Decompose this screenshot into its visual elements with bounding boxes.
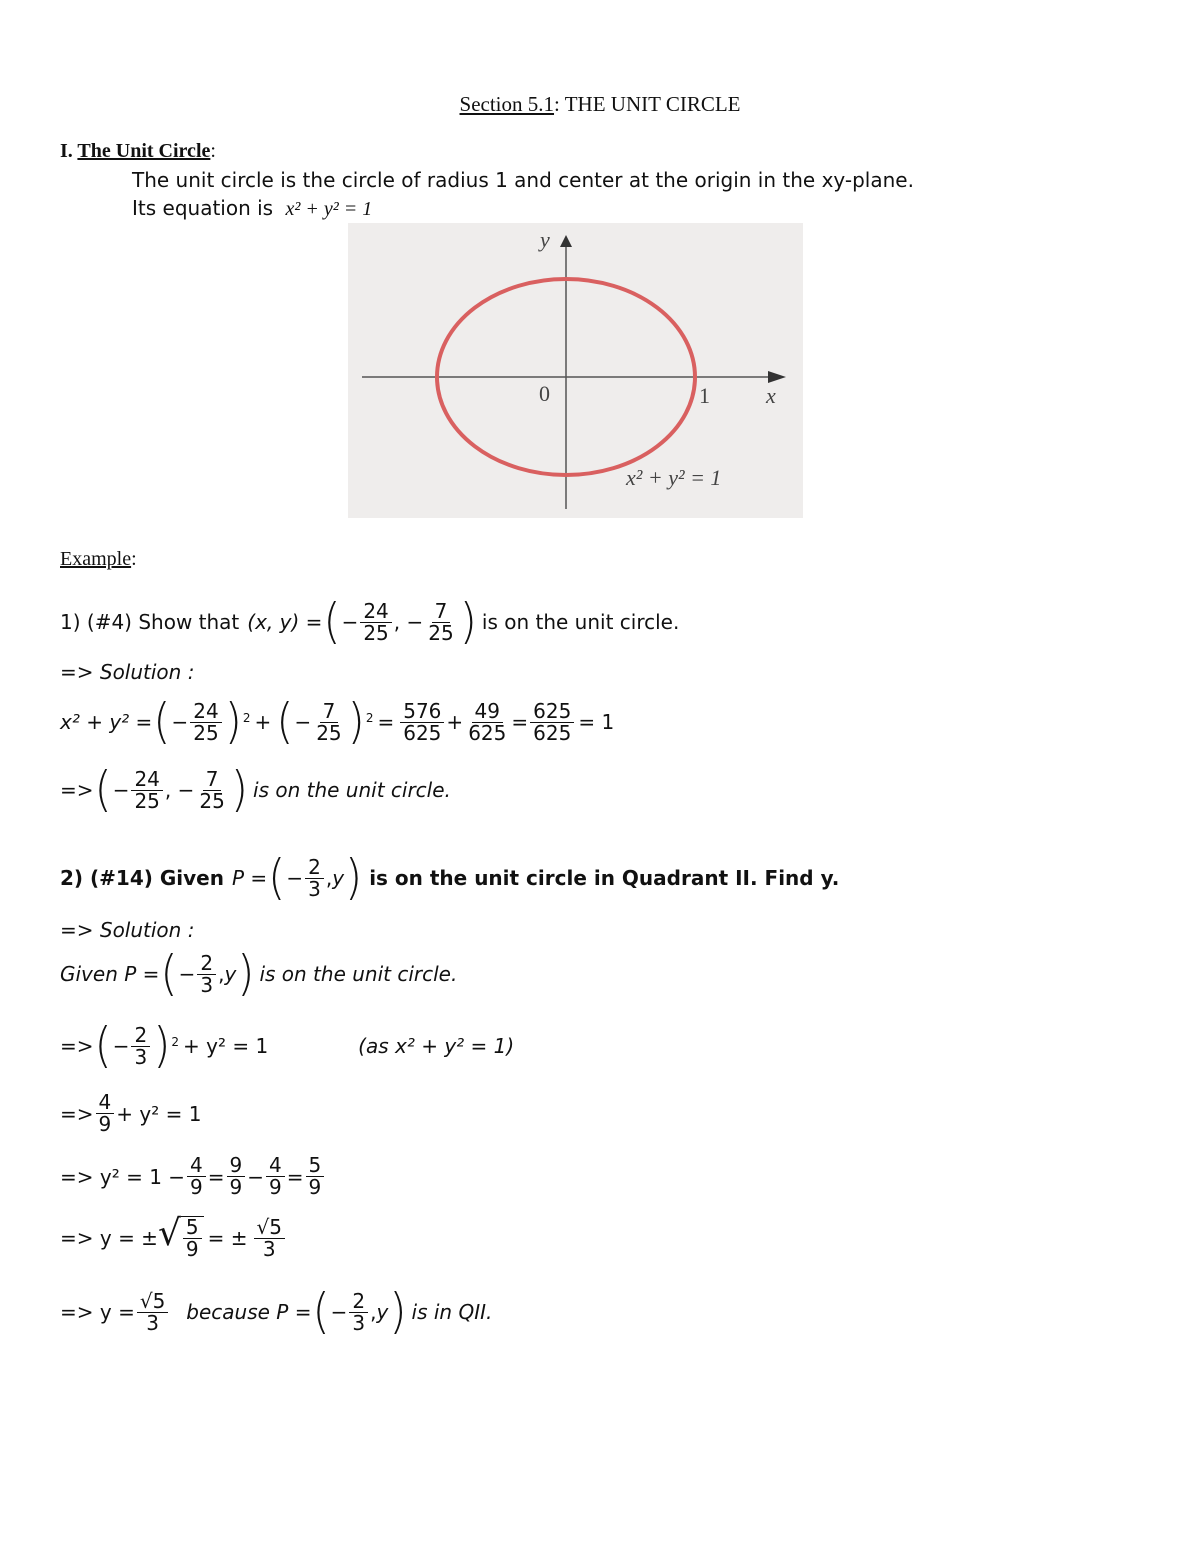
- unit-circle-heading: The Unit Circle: [77, 140, 211, 162]
- example-two-statement: [60, 849, 840, 906]
- step5-suffix: is in QII.: [411, 1300, 493, 1324]
- ex2-point: ( − $\frac{2}{3}$ , y ): [268, 849, 363, 906]
- exponent: 2: [242, 711, 251, 725]
- ex1-calculation: x² + y² = ( − $\frac{24}{25}$ ) 2 + ( − $\frac{7}{25}$ ) 2 = $\frac{576}{625}$ + $\frac{49}{625}$ = $\frac{625}{625}$ = 1: [60, 693, 615, 750]
- minus-sign: −: [247, 1164, 265, 1189]
- step5-because: because P =: [186, 1300, 312, 1324]
- paren-left: (: [268, 849, 286, 906]
- fraction: $\frac{2}{3}$: [131, 1025, 150, 1068]
- fraction: $\frac{4}{9}$: [187, 1155, 206, 1198]
- step1-note: (as x² + y² = 1): [358, 1034, 515, 1058]
- ex1-result: = 1: [578, 710, 615, 734]
- step1-rest: + y² = 1: [183, 1034, 269, 1058]
- section-label: Section 5.1: [459, 92, 555, 116]
- fraction: $\frac{√5}{3}$: [254, 1217, 285, 1260]
- ex2-step-2: [60, 1092, 201, 1135]
- paren-left: (: [94, 761, 112, 818]
- heading-colon: :: [210, 140, 216, 162]
- implies-arrow: =>: [60, 1034, 94, 1058]
- equals-sign: =: [377, 710, 395, 734]
- example-label: Example: [60, 548, 132, 570]
- fraction: $\frac{24}{25}$: [190, 701, 221, 744]
- paren-right: ): [237, 945, 255, 1002]
- radical-icon: √: [157, 1213, 181, 1254]
- ex2-step-1: => ( − $\frac{2}{3}$ ) 2 + y² = 1 (as x² + y² = 1): [60, 1017, 515, 1074]
- paren-left: (: [160, 945, 178, 1002]
- paren-right: ): [389, 1283, 407, 1340]
- paren-right: ): [459, 593, 477, 650]
- exponent: 2: [171, 1035, 179, 1049]
- fraction: $\frac{7}{25}$: [428, 598, 454, 645]
- step4-mid: = ±: [207, 1226, 248, 1250]
- ex2-step-5: => y = $\frac{√5}{3}$ because P = ( − $\frac{2}{3}$ , y ) is in QII.: [60, 1283, 493, 1340]
- paren-left: (: [323, 593, 341, 650]
- y-arrow-icon: [560, 235, 572, 247]
- given-prefix: Given P =: [60, 962, 160, 986]
- fraction: $\frac{625}{625}$: [530, 701, 574, 744]
- plus-sign: +: [254, 710, 272, 734]
- origin-label: 0: [539, 381, 550, 406]
- x-arrow-icon: [768, 371, 786, 383]
- step5-prefix: => y =: [60, 1300, 135, 1324]
- ex2-p: P =: [231, 866, 268, 890]
- paren-left: (: [312, 1283, 330, 1340]
- definition-line: The unit circle is the circle of radius 1 and center at the origin in the xy-plane.: [132, 168, 914, 192]
- paren-right: ): [224, 693, 242, 750]
- paren-right: ): [347, 693, 365, 750]
- unit-circle-figure: [348, 223, 803, 518]
- fraction: $\frac{2}{3}$: [305, 857, 324, 900]
- equation-line: [132, 196, 372, 221]
- y-axis-label: y: [540, 227, 550, 252]
- ex2-step-4: [60, 1213, 287, 1261]
- ex1-conclusion-text: is on the unit circle.: [253, 778, 451, 802]
- step4-prefix: => y = ±: [60, 1226, 158, 1250]
- example-one-statement: 1) (#4) Show that (x, y) = ( − $\frac{24}{25}$ , − $\frac{7}{25}$ ) is on the unit circle.: [60, 593, 680, 650]
- implies-arrow: =>: [60, 778, 94, 802]
- given-suffix: is on the unit circle.: [259, 962, 458, 986]
- paren-left: (: [276, 693, 294, 750]
- fraction: $\frac{5}{9}$: [181, 1216, 204, 1260]
- y-var: y: [224, 962, 237, 986]
- ex2-solution-label: => Solution :: [60, 918, 195, 942]
- one-label: 1: [699, 383, 710, 408]
- equals-sign: =: [207, 1164, 225, 1189]
- y-var: y: [332, 866, 345, 890]
- fraction: $\frac{49}{625}$: [468, 698, 507, 745]
- example-heading: [60, 548, 137, 571]
- page-title: [0, 92, 1200, 117]
- ex2-suffix: is on the unit circle in Quadrant II. Find y.: [369, 866, 840, 890]
- ex2-step-3: [60, 1155, 326, 1198]
- fraction: $\frac{7}{25}$: [199, 766, 225, 813]
- paren-right: ): [345, 849, 363, 906]
- step3-prefix: => y² = 1 −: [60, 1164, 186, 1189]
- equals-sign: =: [511, 710, 529, 734]
- fraction: $\frac{7}{25}$: [316, 698, 342, 745]
- fraction: $\frac{5}{9}$: [306, 1155, 325, 1198]
- example-colon: :: [131, 548, 137, 570]
- fraction: $\frac{24}{25}$: [131, 769, 162, 812]
- fraction: $\frac{2}{3}$: [349, 1291, 368, 1334]
- paren-right: ): [153, 1017, 171, 1074]
- ex1-prefix: 1) (#4) Show that: [60, 610, 240, 634]
- figure-equation-label: x² + y² = 1: [626, 465, 722, 490]
- fraction: $\frac{4}{9}$: [96, 1092, 115, 1135]
- step2-rest: + y² = 1: [116, 1101, 202, 1126]
- ex1-lhs: x² + y² =: [60, 710, 153, 734]
- ex1-point: (x, y) =: [247, 610, 323, 634]
- ex1-conclusion: => ( − $\frac{24}{25}$ , − $\frac{7}{25}$ ) is on the unit circle.: [60, 761, 451, 818]
- x-axis-label: x: [766, 383, 776, 408]
- ex1-suffix: is on the unit circle.: [481, 610, 680, 634]
- paren-left: (: [153, 693, 171, 750]
- fraction: $\frac{2}{3}$: [197, 953, 216, 996]
- roman-numeral: I.: [60, 140, 78, 162]
- part-one-heading: [60, 140, 216, 163]
- equals-sign: =: [286, 1164, 304, 1189]
- fraction: $\frac{√5}{3}$: [137, 1291, 168, 1334]
- implies-arrow: =>: [60, 1101, 94, 1126]
- section-title: : THE UNIT CIRCLE: [554, 92, 741, 116]
- y-var: y: [376, 1300, 389, 1324]
- equation-intro: Its equation is: [132, 196, 274, 220]
- paren-left: (: [94, 1017, 112, 1074]
- plus-sign: +: [446, 710, 464, 734]
- equation-text: x² + y² = 1: [285, 198, 373, 220]
- fraction: $\frac{576}{625}$: [400, 701, 444, 744]
- paren-right: ): [230, 761, 249, 818]
- exponent: 2: [365, 711, 374, 725]
- fraction: $\frac{4}{9}$: [266, 1155, 285, 1198]
- ex1-solution-label: => Solution :: [60, 660, 195, 684]
- fraction: $\frac{9}{9}$: [227, 1155, 246, 1198]
- square-root: [157, 1213, 204, 1261]
- ex2-given: Given P = ( − $\frac{2}{3}$ , y ) is on the unit circle.: [60, 945, 458, 1002]
- ex2-prefix: 2) (#14) Given: [60, 866, 224, 890]
- fraction: $\frac{24}{25}$: [360, 601, 391, 644]
